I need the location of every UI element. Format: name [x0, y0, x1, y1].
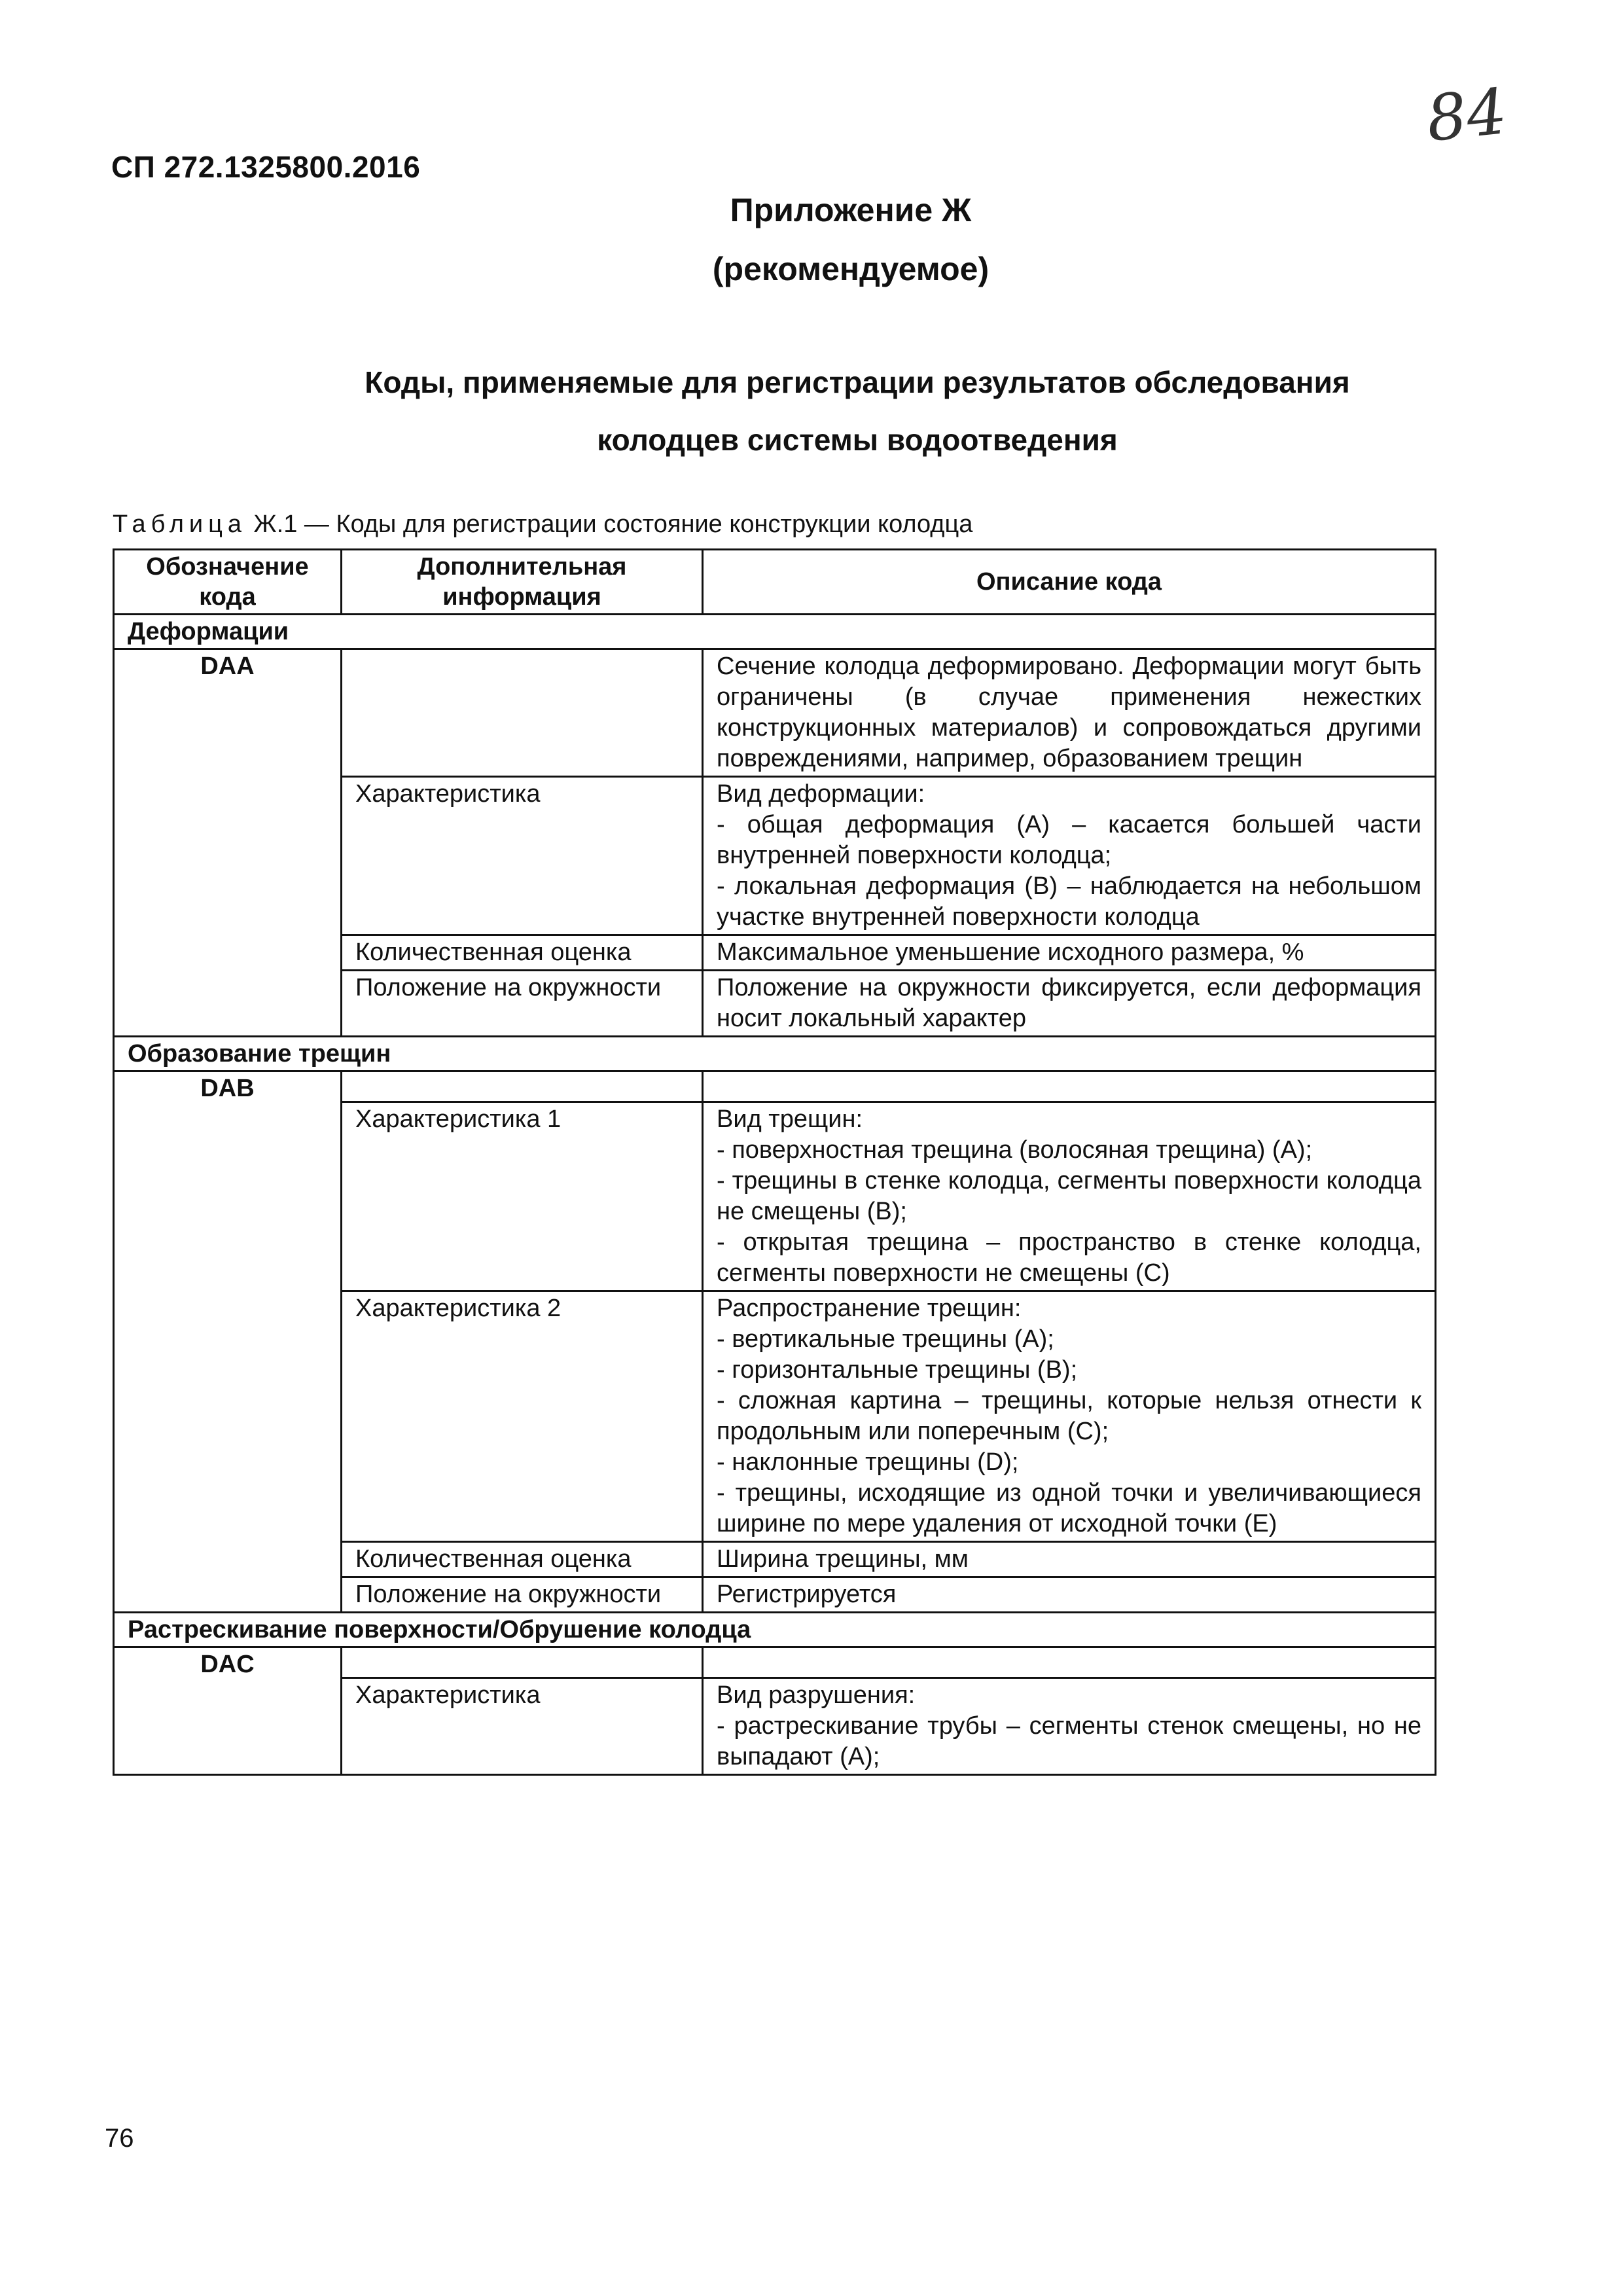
- description-cell: Вид разрушения: - растрескивание трубы – сегменты стенок смещены, но не выпадают (А);: [703, 1678, 1436, 1775]
- annex-status: (рекомендуемое): [712, 251, 990, 287]
- handwritten-page-mark: 84: [1423, 74, 1510, 156]
- info-cell: Положение на окружности: [342, 1577, 703, 1613]
- info-cell: [342, 1071, 703, 1102]
- section-title-line-2: колодцев системы водоотведения: [597, 423, 1118, 457]
- info-cell: Характеристика: [342, 777, 703, 935]
- table-row: [114, 1071, 1436, 1102]
- table-row: [114, 649, 1436, 777]
- code-cell: DAA: [114, 649, 342, 1037]
- description-cell: Ширина трещины, мм: [703, 1542, 1436, 1577]
- page-number: 76: [105, 2124, 134, 2153]
- group-row: [114, 1613, 1436, 1647]
- section-title-line-1: Коды, применяемые для регистрации результатов обследования: [365, 365, 1350, 399]
- header-info: Дополнительная информация: [342, 550, 703, 615]
- table-caption: [113, 511, 972, 539]
- annex-title: Приложение Ж: [730, 192, 972, 228]
- description-cell: Вид трещин: - поверхностная трещина (волосяная трещина) (А); - трещины в стенке колодца, сегменты поверхности колодца не смещены (В); - открытая трещина – пространство в стенке колодца, сегменты поверхности не смещены (С): [703, 1102, 1436, 1291]
- code-cell: DAB: [114, 1071, 342, 1613]
- info-cell: Положение на окружности: [342, 971, 703, 1037]
- description-cell: [703, 1071, 1436, 1102]
- group-row: [114, 1037, 1436, 1071]
- info-cell: Характеристика 2: [342, 1291, 703, 1542]
- description-cell: Сечение колодца деформировано. Деформации могут быть ограничены (в случае применения нежестких конструкционных материалов) и сопровождаться другими повреждениями, например, образованием трещин: [703, 649, 1436, 777]
- table-caption-label: Таблица: [113, 511, 247, 538]
- header-code: Обозначение кода: [114, 550, 342, 615]
- group-title: Образование трещин: [114, 1037, 1436, 1071]
- table-row: [114, 1647, 1436, 1678]
- table-caption-text: Ж.1 — Коды для регистрации состояние конструкции колодца: [247, 511, 973, 538]
- group-row: [114, 615, 1436, 649]
- info-cell: Количественная оценка: [342, 1542, 703, 1577]
- header-desc: Описание кода: [703, 550, 1436, 615]
- description-cell: Максимальное уменьшение исходного размера, %: [703, 935, 1436, 971]
- group-title: Деформации: [114, 615, 1436, 649]
- description-cell: Вид деформации: - общая деформация (А) – касается большей части внутренней поверхности колодца; - локальная деформация (В) – наблюдается на небольшом участке внутренней поверхности колодца: [703, 777, 1436, 935]
- info-cell: [342, 649, 703, 777]
- document-code: СП 272.1325800.2016: [111, 150, 421, 184]
- description-cell: Положение на окружности фиксируется, если деформация носит локальный характер: [703, 971, 1436, 1037]
- table-body: [114, 615, 1436, 1775]
- description-cell: [703, 1647, 1436, 1678]
- description-cell: Распространение трещин: - вертикальные трещины (А); - горизонтальные трещины (В); - сложная картина – трещины, которые нельзя отнести к продольным или поперечным (С); - наклонные трещины (D); - трещины, исходящие из одной точки и увеличивающиеся ширине по мере удаления от исходной точки (E): [703, 1291, 1436, 1542]
- group-title: Растрескивание поверхности/Обрушение колодца: [114, 1613, 1436, 1647]
- info-cell: Характеристика: [342, 1678, 703, 1775]
- info-cell: Количественная оценка: [342, 935, 703, 971]
- codes-table: [113, 548, 1436, 1776]
- section-title: [249, 353, 1466, 469]
- table-header-row: [114, 550, 1436, 615]
- code-cell: DAC: [114, 1647, 342, 1775]
- description-cell: Регистрируется: [703, 1577, 1436, 1613]
- info-cell: Характеристика 1: [342, 1102, 703, 1291]
- info-cell: [342, 1647, 703, 1678]
